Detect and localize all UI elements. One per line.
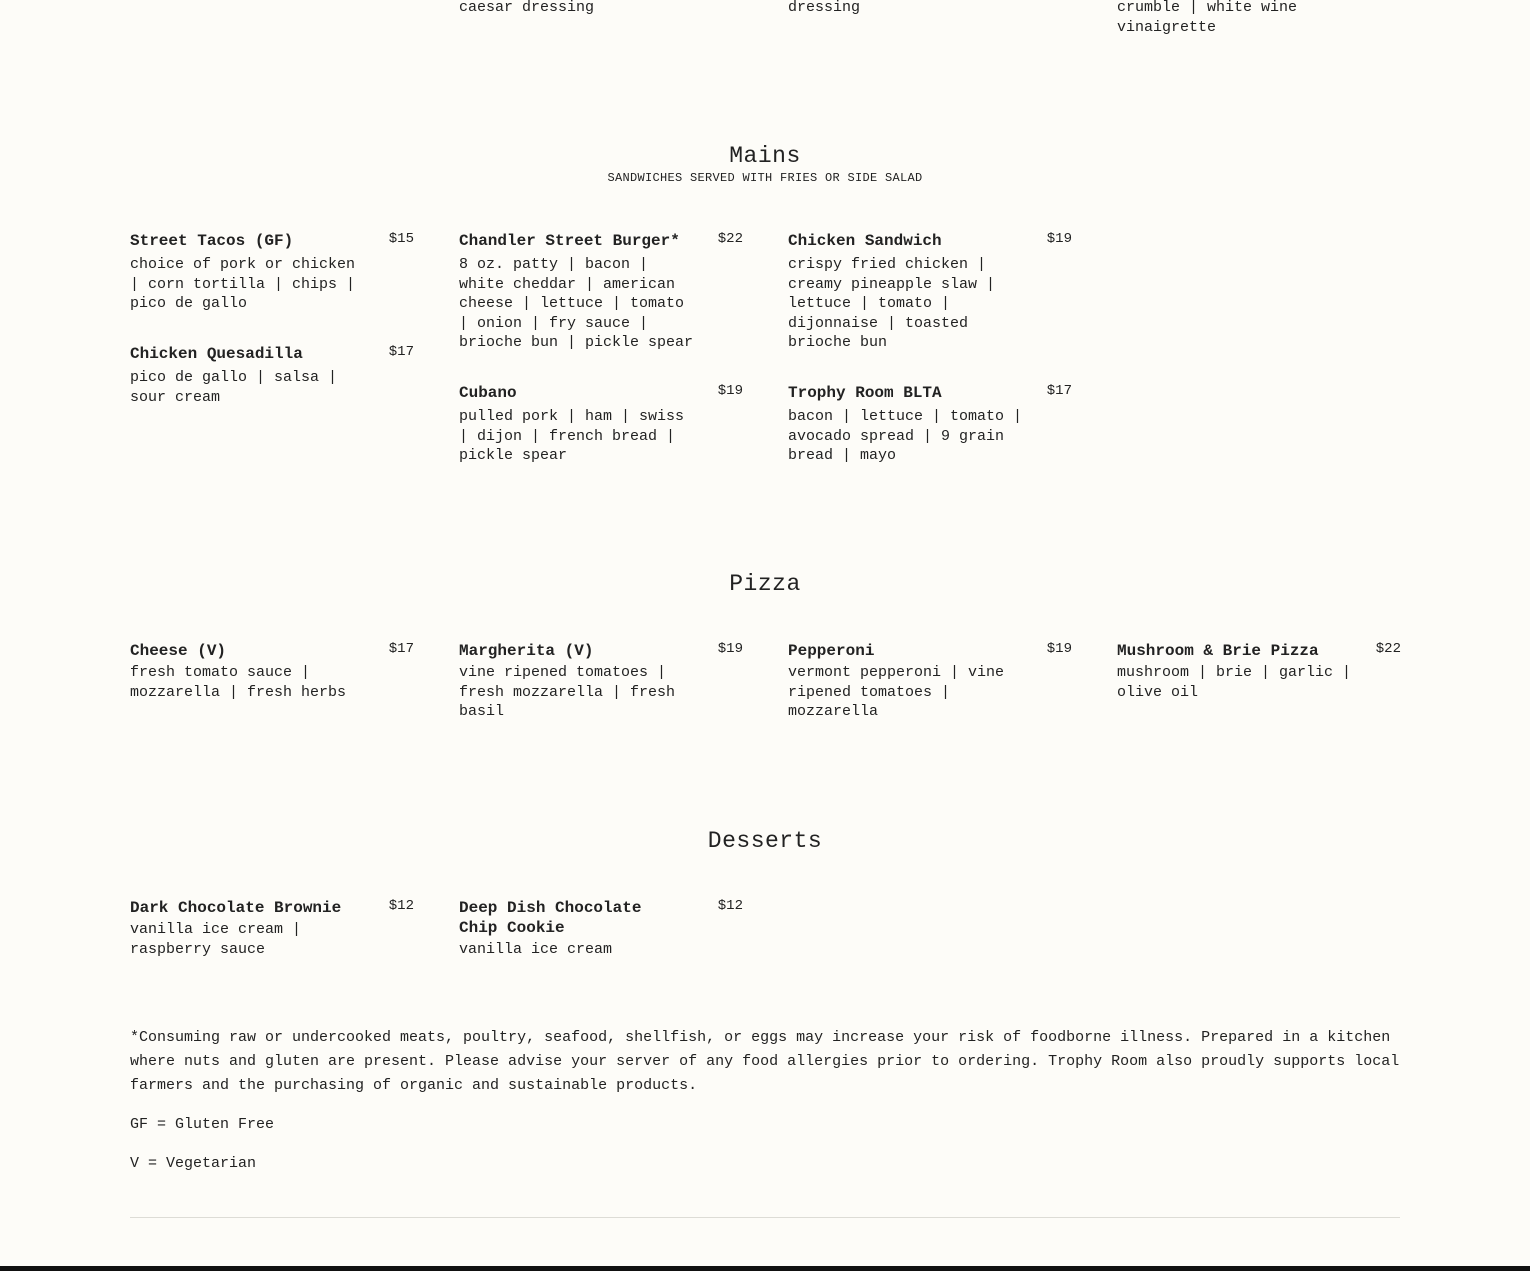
- allergy-disclaimer: *Consuming raw or undercooked meats, poultry, seafood, shellfish, or eggs may increase your risk of foodborne illness. Prepared in a kitchen where nuts and gluten are present. Please advise your server of any food allergies prior to ordering. Trophy Room also proudly supports local farmers and the purchasing of organic and sustainable products.: [130, 1029, 1400, 1094]
- menu-notes: [130, 1026, 1400, 1191]
- menu-item: [130, 641, 414, 702]
- item-price: $12: [388, 898, 414, 914]
- menu-item: [1117, 641, 1401, 702]
- section-title: Mains: [729, 143, 801, 169]
- item-description: bacon | lettuce | tomato | avocado spread | 9 grain bread | mayo: [788, 408, 1023, 464]
- item-name: Deep Dish Chocolate Chip Cookie: [459, 899, 642, 937]
- menu-item: [459, 641, 743, 722]
- menu-item: [459, 231, 743, 353]
- item-description: fresh tomato sauce | mozzarella | fresh herbs: [130, 664, 347, 701]
- item-name: Chicken Sandwich: [788, 232, 942, 250]
- item-description: vanilla ice cream: [459, 941, 613, 958]
- menu-item: [788, 383, 1072, 466]
- menu-item: [459, 898, 743, 960]
- item-name: Mushroom & Brie Pizza: [1117, 642, 1319, 660]
- footer-bar: [0, 1266, 1530, 1271]
- mains-section: [130, 142, 1400, 186]
- item-price: $19: [1046, 641, 1072, 657]
- item-description: vanilla ice cream | raspberry sauce: [130, 921, 302, 958]
- item-price: $22: [1375, 641, 1401, 657]
- item-price: $19: [1046, 231, 1072, 247]
- item-description: choice of pork or chicken | corn tortilla | chips | pico de gallo: [130, 256, 356, 312]
- item-name: Cubano: [459, 384, 517, 402]
- item-price: $22: [717, 231, 743, 247]
- menu-item: [130, 231, 414, 314]
- menu-item: [788, 641, 1072, 722]
- item-name: Street Tacos (GF): [130, 232, 294, 250]
- item-name: Chicken Quesadilla: [130, 345, 303, 363]
- item-description: vermont pepperoni | vine ripened tomatoes | mozzarella: [788, 664, 1005, 720]
- item-price: $19: [717, 383, 743, 399]
- cutoff-desc-line: crumble | white wine: [1117, 0, 1298, 16]
- item-price: $17: [388, 641, 414, 657]
- item-name: Cheese (V): [130, 642, 227, 660]
- item-price: $15: [388, 231, 414, 247]
- vegetarian-key: V = Vegetarian: [130, 1155, 257, 1172]
- item-name: Pepperoni: [788, 642, 875, 660]
- section-title: Pizza: [729, 571, 801, 597]
- item-price: $17: [1046, 383, 1072, 399]
- section-title: Desserts: [707, 828, 823, 854]
- item-description: mushroom | brie | garlic | olive oil: [1117, 664, 1352, 701]
- section-subtitle: SANDWICHES SERVED WITH FRIES OR SIDE SALAD: [607, 171, 923, 185]
- desserts-section: [130, 827, 1400, 855]
- menu-item: [130, 344, 414, 407]
- item-price: $19: [717, 641, 743, 657]
- item-name: Trophy Room BLTA: [788, 384, 942, 402]
- gluten-free-key: GF = Gluten Free: [130, 1116, 275, 1133]
- item-price: $12: [717, 898, 743, 914]
- menu-item: [130, 898, 414, 959]
- item-name: Dark Chocolate Brownie: [130, 899, 342, 917]
- cutoff-desc: caesar dressing: [459, 0, 595, 16]
- cutoff-desc-line: vinaigrette: [1117, 19, 1217, 36]
- cutoff-desc: dressing: [788, 0, 861, 16]
- menu-item: [459, 383, 743, 466]
- menu-item: [788, 231, 1072, 353]
- pizza-section: [130, 570, 1400, 598]
- item-description: 8 oz. patty | bacon | white cheddar | american cheese | lettuce | tomato | onion | fry sauce | brioche bun | pickle spear: [459, 256, 694, 351]
- cutoff-desc: [1117, 0, 1357, 38]
- item-name: Chandler Street Burger*: [459, 232, 680, 250]
- previous-section-cutoff: [130, 0, 1400, 40]
- item-description: pulled pork | ham | swiss | dijon | french bread | pickle spear: [459, 408, 685, 464]
- item-name: Margherita (V): [459, 642, 594, 660]
- item-price: $17: [388, 344, 414, 360]
- menu-page: [130, 0, 1401, 1172]
- item-description: crispy fried chicken | creamy pineapple slaw | lettuce | tomato | dijonnaise | toasted brioche bun: [788, 256, 996, 351]
- item-description: vine ripened tomatoes | fresh mozzarella | fresh basil: [459, 664, 676, 720]
- item-description: pico de gallo | salsa | sour cream: [130, 369, 338, 406]
- divider: [130, 1217, 1400, 1218]
